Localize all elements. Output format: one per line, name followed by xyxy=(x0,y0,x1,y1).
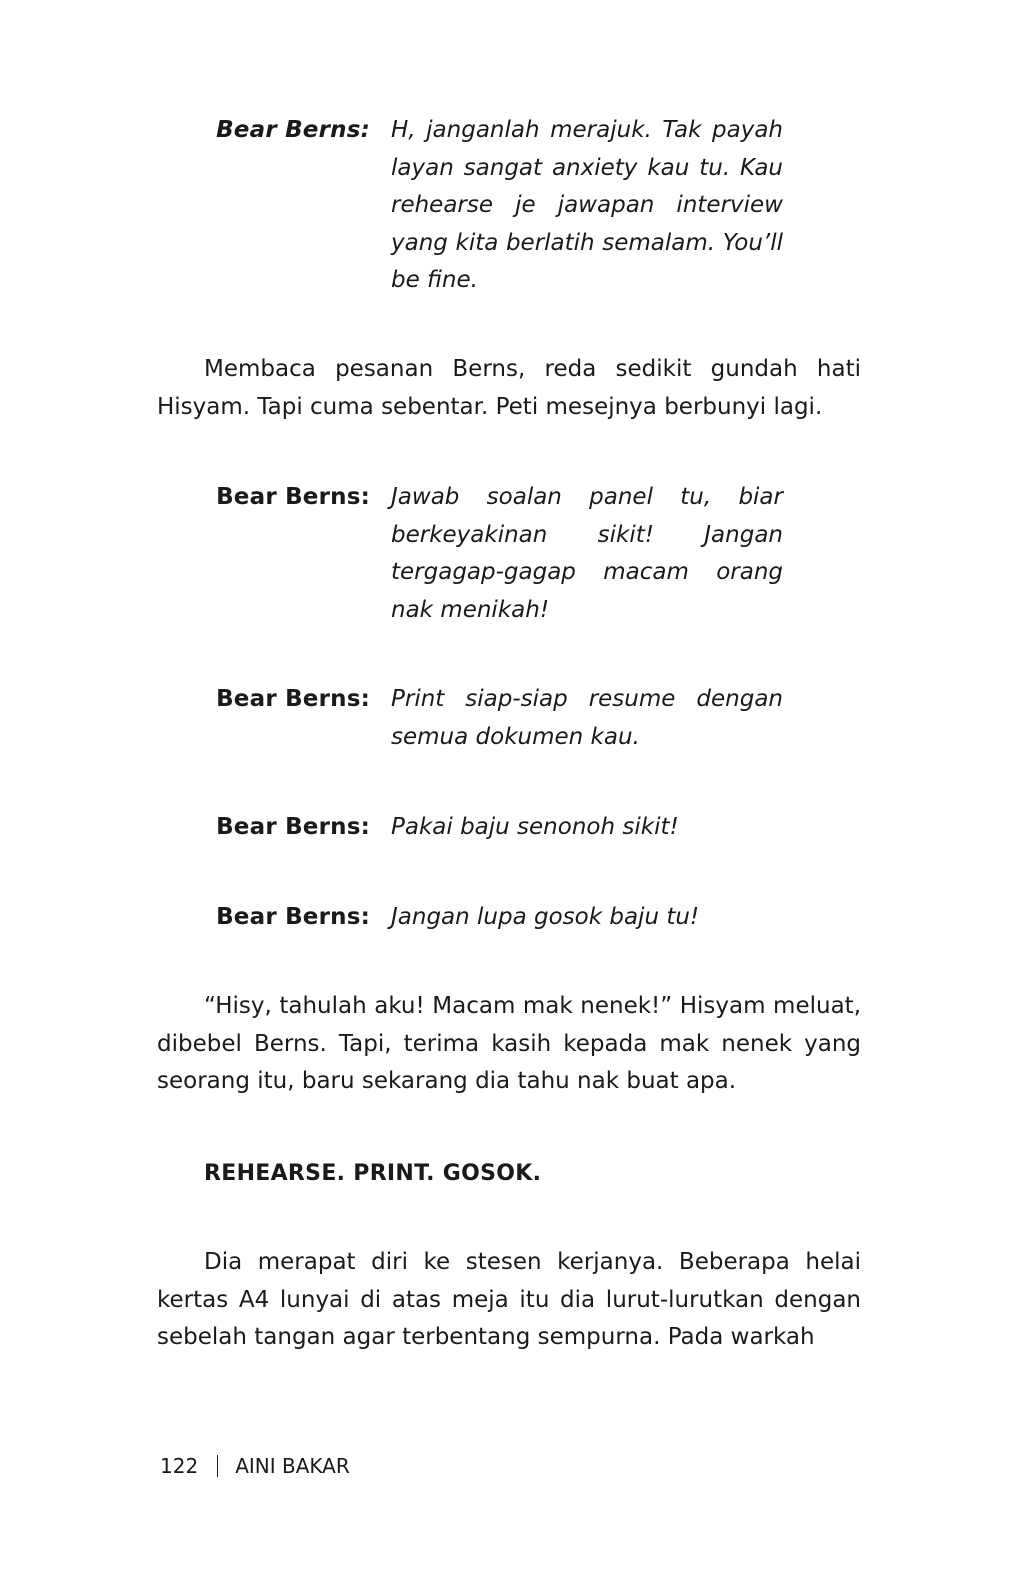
message-speaker: Bear Berns: xyxy=(216,117,370,143)
footer-divider xyxy=(217,1455,218,1477)
page-number: 122 xyxy=(160,1454,199,1478)
message-speaker: Bear Berns: xyxy=(216,814,370,840)
message-speaker: Bear Berns: xyxy=(216,484,370,510)
message-speaker: Bear Berns: xyxy=(216,686,370,712)
page-footer xyxy=(160,1452,350,1480)
author-name: AINI BAKAR xyxy=(235,1454,350,1478)
narrative-paragraph-3: Dia merapat diri ke stesen kerjanya. Beberapa helai kertas A4 lunyai di atas meja itu dia lurut-lurutkan dengan sebelah tangan agar terbentang sempurna. Pada warkah xyxy=(157,1249,861,1350)
message-speaker: Bear Berns: xyxy=(216,904,370,930)
message-text: H, janganlah merajuk. Tak payah layan sangat anxiety kau tu. Kau rehearse je jawapan interview yang kita berlatih semalam. You’ll be fine. xyxy=(391,117,783,293)
message-text: Jawab soalan panel tu, biar berkeyakinan sikit! Jangan tergagap-gagap macam orang nak menikah! xyxy=(391,484,783,623)
message-text: Jangan lupa gosok baju tu! xyxy=(391,904,700,930)
section-heading: REHEARSE. PRINT. GOSOK. xyxy=(204,1161,542,1186)
narrative-paragraph-1: Membaca pesanan Berns, reda sedikit gundah hati Hisyam. Tapi cuma sebentar. Peti mesejnya berbunyi lagi. xyxy=(157,356,861,420)
message-text: Print siap-siap resume dengan semua dokumen kau. xyxy=(391,686,783,750)
message-text: Pakai baju senonoh sikit! xyxy=(391,814,679,840)
narrative-paragraph-2: “Hisy, tahulah aku! Macam mak nenek!” Hisyam meluat, dibebel Berns. Tapi, terima kasih kepada mak nenek yang seorang itu, baru sekarang dia tahu nak buat apa. xyxy=(157,993,861,1094)
